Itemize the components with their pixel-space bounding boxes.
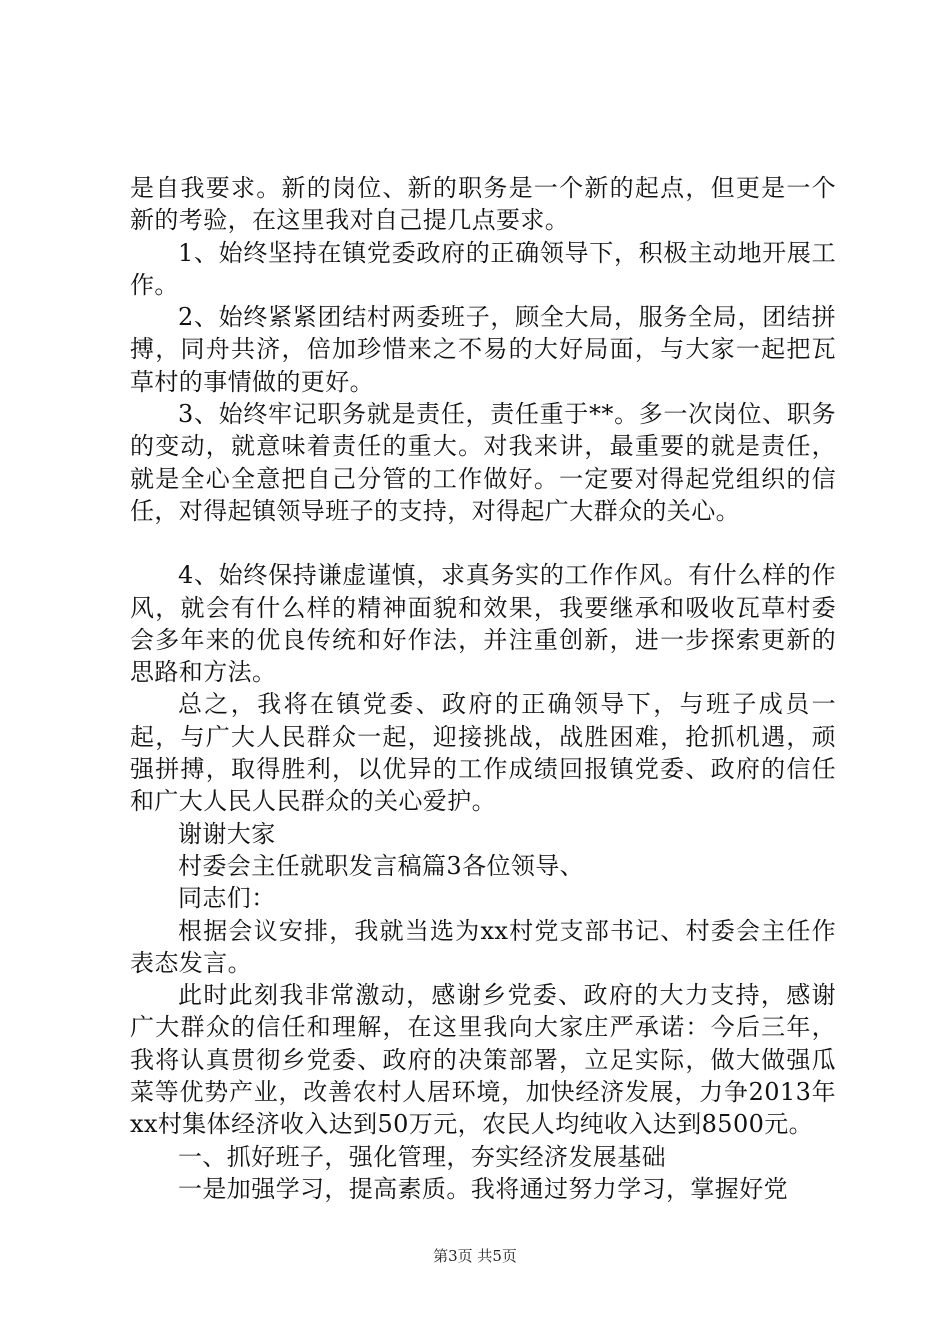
paragraph-self-requirement: 是自我要求。新的岗位、新的职务是一个新的起点，但更是一个新的考验，在这里我对自己提几点要求。 [130, 174, 836, 235]
paragraph-commitment: 此时此刻我非常激动，感谢乡党委、政府的大力支持，感谢广大群众的信任和理解，在这里我向大家庄严承诺：今后三年，我将认真贯彻乡党委、政府的决策部署，立足实际，做大做强瓜菜等优势产业，改善农村人居环境，加快经济发展，力争2013年xx村集体经济收入达到50万元，农民人均纯收入达到8500元。 [130, 981, 836, 1139]
paragraph-section-title: 村委会主任就职发言稿篇3各位领导、 [178, 851, 585, 880]
paragraph-thanks: 谢谢大家 [178, 819, 276, 848]
paragraph-gap [130, 527, 836, 559]
page-number-footer: 第3页 共5页 [433, 1247, 517, 1265]
paragraph-point-3: 3、始终牢记职务就是责任，责任重于**。多一次岗位、职务的变动，就意味着责任的重大。对我来讲，最重要的就是责任，就是全心全意把自己分管的工作做好。一定要对得起党组织的信任，对得起镇领导班子的支持，对得起广大群众的关心。 [130, 400, 836, 525]
paragraph-point-2: 2、始终紧紧团结村两委班子，顾全大局，服务全局，团结拼搏，同舟共济，倍加珍惜来之不易的大好局面，与大家一起把瓦草村的事情做的更好。 [130, 303, 836, 396]
paragraph-summary: 总之，我将在镇党委、政府的正确领导下，与班子成员一起，与广大人民群众一起，迎接挑战，战胜困难，抢抓机遇，顽强拼搏，取得胜利，以优异的工作成绩回报镇党委、政府的信任和广大人民人民群众的关心爱护。 [130, 690, 836, 816]
paragraph-point-1: 1、始终坚持在镇党委政府的正确领导下，积极主动地开展工作。 [130, 238, 836, 299]
paragraph-greeting: 同志们： [178, 884, 276, 913]
paragraph-heading-one: 一、抓好班子，强化管理，夯实经济发展基础 [178, 1142, 666, 1171]
paragraph-point-4: 4、始终保持谦虚谨慎，求真务实的工作作风。有什么样的作风，就会有什么样的精神面貌和效果，我要继承和吸收瓦草村委会多年来的优良传统和好作法，并注重创新，进一步探索更新的思路和方法。 [130, 561, 836, 687]
paragraph-study: 一是加强学习，提高素质。我将通过努力学习，掌握好党 [178, 1174, 788, 1203]
document-body [130, 172, 836, 1205]
paragraph-meeting-arrangement: 根据会议安排，我就当选为xx村党支部书记、村委会主任作表态发言。 [130, 916, 836, 977]
